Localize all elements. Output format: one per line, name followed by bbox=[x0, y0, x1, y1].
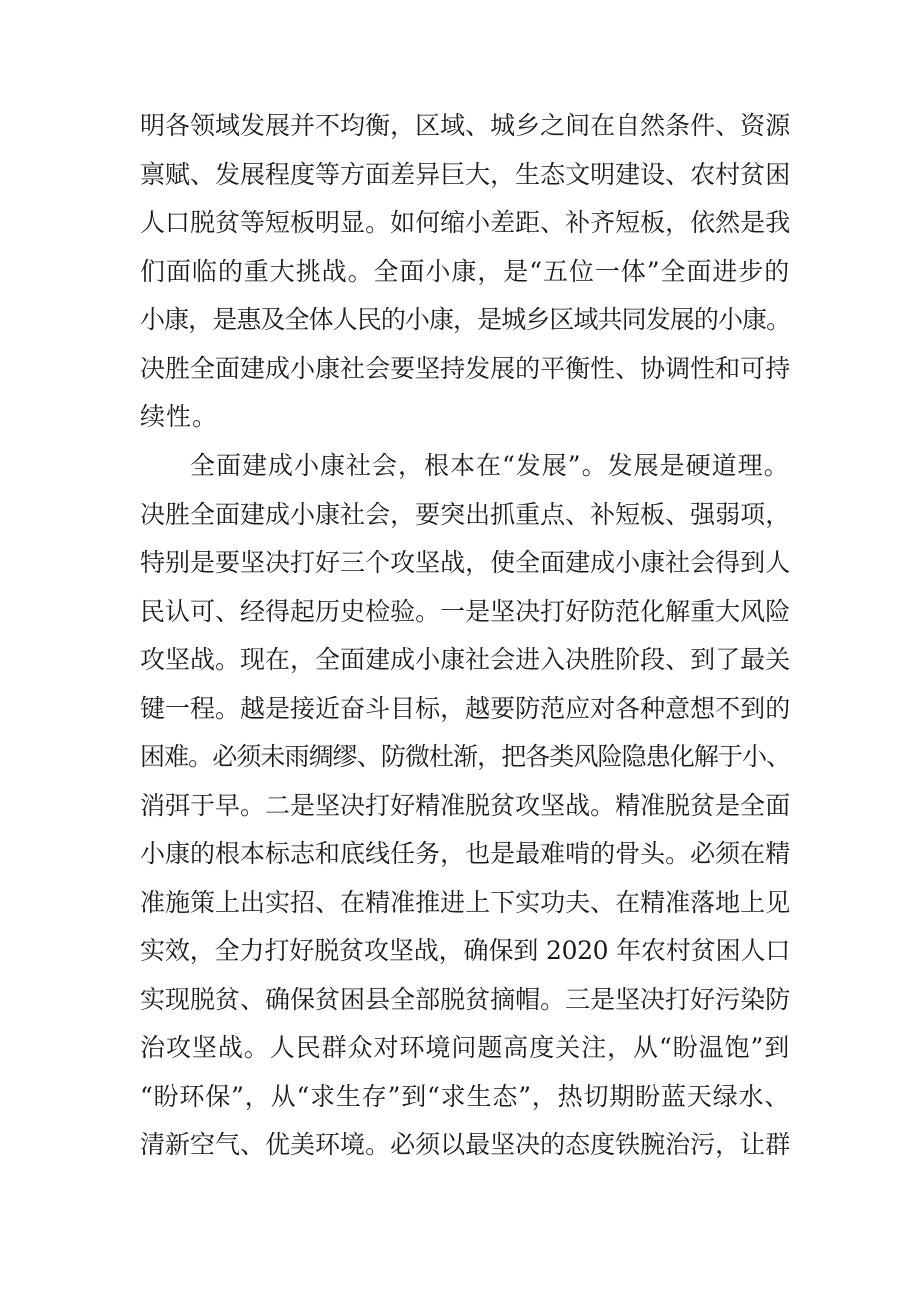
text-line: 消弭于早。二是坚决打好精准脱贫攻坚战。精准脱贫是全面 bbox=[140, 790, 790, 820]
text-line: 小康的根本标志和底线任务，也是最难啃的骨头。必须在精 bbox=[140, 839, 790, 868]
text-line: 小康，是惠及全体人民的小康，是城乡区域共同发展的小康。 bbox=[140, 305, 790, 334]
text-line: 全面建成小康社会，根本在“发展”。发展是硬道理。 bbox=[190, 451, 790, 480]
paragraph-1 bbox=[140, 102, 790, 442]
text-line: 们面临的重大挑战。全面小康，是“五位一体”全面进步的 bbox=[140, 256, 790, 286]
text-line: 明各领域发展并不均衡，区域、城乡之间在自然条件、资源 bbox=[140, 111, 790, 140]
text-line: 特别是要坚决打好三个攻坚战，使全面建成小康社会得到人 bbox=[140, 548, 790, 577]
text-line: 民认可、经得起历史检验。一是坚决打好防范化解重大风险 bbox=[140, 596, 790, 626]
text-line: 键一程。越是接近奋斗目标，越要防范应对各种意想不到的 bbox=[140, 693, 790, 723]
text-line: 治攻坚战。人民群众对环境问题高度关注，从“盼温饱”到 bbox=[140, 1033, 790, 1062]
text-line: 准施策上出实招、在精准推进上下实功夫、在精准落地上见 bbox=[140, 887, 790, 917]
text-line: 困难。必须未雨绸缪、防微杜渐，把各类风险隐患化解于小、 bbox=[140, 742, 790, 771]
text-line: 禀赋、发展程度等方面差异巨大，生态文明建设、农村贫困 bbox=[140, 159, 790, 189]
text-line: “盼环保”，从“求生存”到“求生态”，热切期盼蓝天绿水、 bbox=[140, 1081, 790, 1111]
text-line: 续性。 bbox=[140, 402, 219, 431]
text-line: 人口脱贫等短板明显。如何缩小差距、补齐短板，依然是我 bbox=[140, 208, 790, 237]
text-line: 决胜全面建成小康社会，要突出抓重点、补短板、强弱项， bbox=[140, 499, 790, 529]
text-line: 实现脱贫、确保贫困县全部脱贫摘帽。三是坚决打好污染防 bbox=[140, 984, 790, 1014]
text-line: 攻坚战。现在，全面建成小康社会进入决胜阶段、到了最关 bbox=[140, 645, 790, 674]
text-line: 实效，全力打好脱贫攻坚战，确保到 2020 年农村贫困人口 bbox=[140, 936, 790, 965]
text-line: 决胜全面建成小康社会要坚持发展的平衡性、协调性和可持 bbox=[140, 353, 790, 383]
paragraph-2 bbox=[140, 442, 790, 1170]
text-line: 清新空气、优美环境。必须以最坚决的态度铁腕治污，让群 bbox=[140, 1130, 790, 1159]
